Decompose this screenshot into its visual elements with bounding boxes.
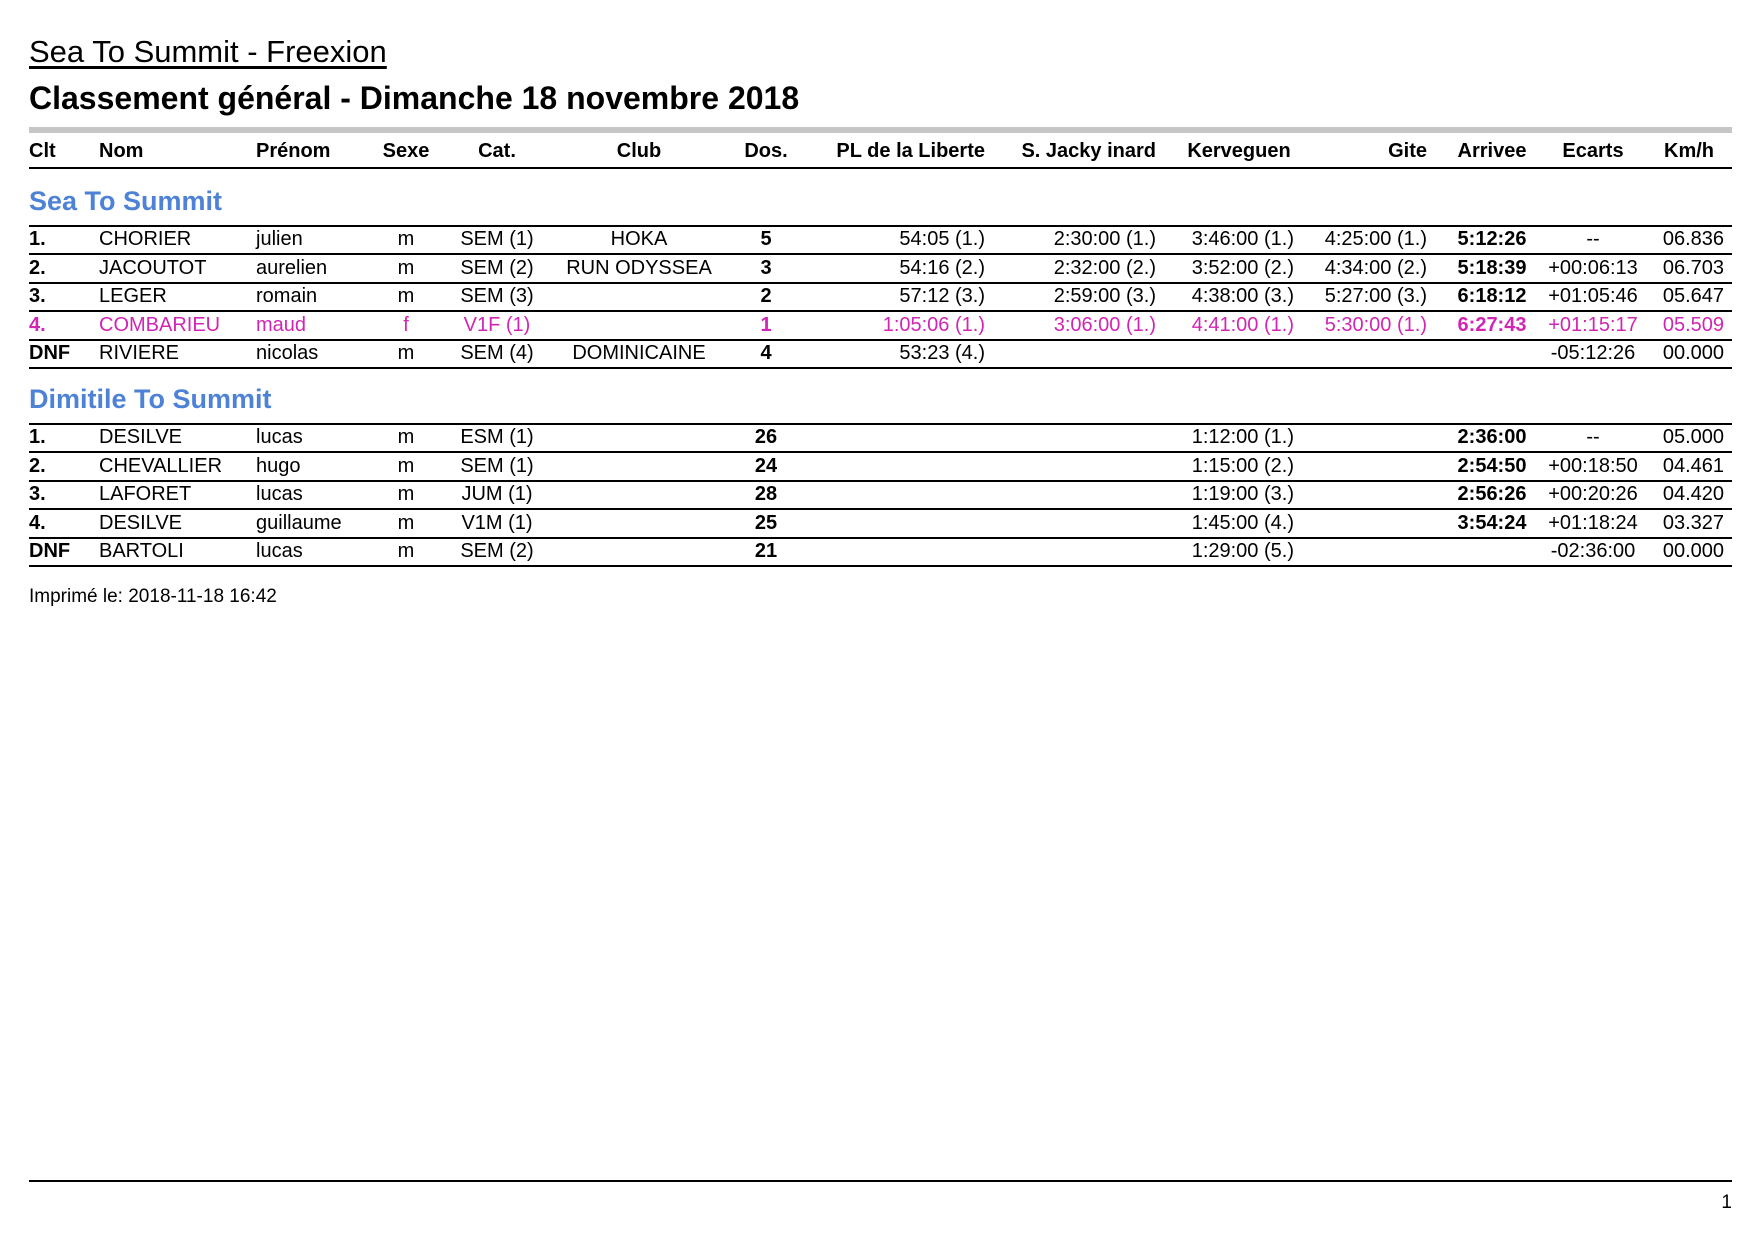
cell-prenom: hugo xyxy=(256,454,301,477)
row-separator xyxy=(29,508,1732,510)
cell-sexe: m xyxy=(397,454,415,477)
cell-club: HOKA xyxy=(610,228,668,250)
cell-clt: DNF xyxy=(29,540,71,562)
cell-dos: 25 xyxy=(754,511,778,534)
header-nom: Nom xyxy=(99,140,144,162)
cell-sexe: m xyxy=(397,228,415,250)
cell-nom: CHEVALLIER xyxy=(99,454,223,477)
cell-kmh: 04.420 xyxy=(1662,483,1724,505)
cell-nom: BARTOLI xyxy=(99,540,184,562)
cell-kmh: 04.461 xyxy=(1662,454,1724,477)
row-separator xyxy=(29,451,1732,453)
table-row xyxy=(0,257,1753,285)
column-header-row xyxy=(0,140,1753,168)
header-cat: Cat. xyxy=(478,140,516,162)
cell-dos: 1 xyxy=(760,313,772,336)
cell-dos: 4 xyxy=(760,342,772,364)
cell-ecarts: -02:36:00 xyxy=(1550,540,1636,562)
header-kerveguen: Kerveguen xyxy=(1187,140,1291,162)
cell-cat: SEM (1) xyxy=(460,228,534,250)
header-gite: Gite xyxy=(1388,140,1427,162)
row-separator xyxy=(29,310,1732,312)
row-separator xyxy=(29,282,1732,284)
cell-ecarts: +00:06:13 xyxy=(1548,256,1638,279)
cell-gite: 4:25:00 (1.) xyxy=(1324,228,1427,250)
cell-cat: SEM (3) xyxy=(460,285,534,307)
cell-nom: CHORIER xyxy=(99,228,192,250)
cell-dos: 2 xyxy=(760,285,772,307)
cell-prenom: lucas xyxy=(256,483,303,505)
cell-cat: JUM (1) xyxy=(461,483,533,505)
cell-prenom: guillaume xyxy=(256,511,342,534)
table-row xyxy=(0,540,1753,568)
cell-kerv: 3:52:00 (2.) xyxy=(1191,256,1294,279)
cell-dos: 24 xyxy=(754,454,778,477)
cell-sj: 2:59:00 (3.) xyxy=(1053,285,1156,307)
section-top-rule xyxy=(29,423,1732,425)
cell-clt: 1. xyxy=(29,228,46,250)
cell-clt: 1. xyxy=(29,426,46,448)
cell-prenom: romain xyxy=(256,285,318,307)
cell-nom: LEGER xyxy=(99,285,167,307)
cell-kerv: 1:45:00 (4.) xyxy=(1191,511,1294,534)
cell-dos: 26 xyxy=(754,426,778,448)
cell-pl: 54:05 (1.) xyxy=(899,228,985,250)
cell-prenom: lucas xyxy=(256,540,303,562)
cell-pl: 57:12 (3.) xyxy=(899,285,985,307)
document-subtitle: Classement général - Dimanche 18 novembre 2018 xyxy=(29,80,800,116)
cell-sexe: m xyxy=(397,256,415,279)
cell-sexe: m xyxy=(397,285,415,307)
header-kmh: Km/h xyxy=(1664,140,1714,162)
section-title: Dimitile To Summit xyxy=(29,384,272,414)
header-prenom: Prénom xyxy=(256,140,331,162)
cell-nom: DESILVE xyxy=(99,511,182,534)
cell-kerv: 1:29:00 (5.) xyxy=(1191,540,1294,562)
cell-kmh: 00.000 xyxy=(1662,540,1724,562)
cell-clt: 4. xyxy=(29,313,46,336)
cell-pl: 53:23 (4.) xyxy=(899,342,985,364)
cell-sexe: m xyxy=(397,483,415,505)
table-row xyxy=(0,314,1753,342)
cell-kmh: 06.703 xyxy=(1662,256,1724,279)
row-separator xyxy=(29,367,1732,369)
cell-kerv: 4:41:00 (1.) xyxy=(1191,313,1294,336)
header-arrivee: Arrivee xyxy=(1457,140,1527,162)
cell-gite: 4:34:00 (2.) xyxy=(1324,256,1427,279)
cell-cat: SEM (4) xyxy=(460,342,534,364)
cell-arrivee: 5:18:39 xyxy=(1457,256,1527,279)
table-row xyxy=(0,285,1753,313)
cell-kmh: 05.509 xyxy=(1662,313,1724,336)
cell-cat: SEM (2) xyxy=(460,540,534,562)
cell-arrivee: 5:12:26 xyxy=(1457,228,1527,250)
table-row xyxy=(0,228,1753,256)
section-top-rule xyxy=(29,225,1732,227)
row-separator xyxy=(29,565,1732,567)
cell-clt: 3. xyxy=(29,483,46,505)
cell-kerv: 4:38:00 (3.) xyxy=(1191,285,1294,307)
cell-sj: 3:06:00 (1.) xyxy=(1053,313,1156,336)
cell-arrivee: 3:54:24 xyxy=(1457,511,1527,534)
cell-cat: SEM (1) xyxy=(460,454,534,477)
header-dos: Dos. xyxy=(744,140,788,162)
cell-arrivee: 2:36:00 xyxy=(1457,426,1527,448)
cell-cat: ESM (1) xyxy=(460,426,534,448)
cell-dos: 5 xyxy=(760,228,772,250)
cell-clt: 2. xyxy=(29,454,46,477)
table-row xyxy=(0,455,1753,483)
cell-gite: 5:30:00 (1.) xyxy=(1324,313,1427,336)
cell-clt: 4. xyxy=(29,511,46,534)
cell-kerv: 1:12:00 (1.) xyxy=(1191,426,1294,448)
cell-cat: SEM (2) xyxy=(460,256,534,279)
cell-clt: DNF xyxy=(29,342,71,364)
cell-gite: 5:27:00 (3.) xyxy=(1324,285,1427,307)
section-title: Sea To Summit xyxy=(29,186,223,216)
header-underline xyxy=(29,167,1732,169)
header-sexe: Sexe xyxy=(382,140,430,162)
cell-sexe: m xyxy=(397,426,415,448)
cell-prenom: lucas xyxy=(256,426,303,448)
cell-kmh: 05.000 xyxy=(1662,426,1724,448)
cell-ecarts: +00:20:26 xyxy=(1548,483,1638,505)
cell-club: DOMINICAINE xyxy=(572,342,706,364)
cell-nom: COMBARIEU xyxy=(99,313,221,336)
table-row xyxy=(0,342,1753,370)
cell-arrivee: 2:54:50 xyxy=(1457,454,1527,477)
table-row xyxy=(0,512,1753,540)
cell-sexe: m xyxy=(397,511,415,534)
cell-ecarts: -05:12:26 xyxy=(1550,342,1636,364)
cell-pl: 54:16 (2.) xyxy=(899,256,985,279)
table-row xyxy=(0,483,1753,511)
row-separator xyxy=(29,537,1732,539)
cell-kmh: 00.000 xyxy=(1662,342,1724,364)
printed-date: Imprimé le: 2018-11-18 16:42 xyxy=(29,586,277,607)
header-separator xyxy=(29,127,1732,133)
cell-pl: 1:05:06 (1.) xyxy=(882,313,985,336)
cell-nom: DESILVE xyxy=(99,426,182,448)
cell-ecarts: +01:05:46 xyxy=(1548,285,1638,307)
page-number: 1 xyxy=(1721,1192,1732,1213)
cell-arrivee: 6:18:12 xyxy=(1457,285,1527,307)
cell-kmh: 06.836 xyxy=(1662,228,1724,250)
cell-kmh: 05.647 xyxy=(1662,285,1724,307)
cell-dos: 28 xyxy=(754,483,778,505)
cell-cat: V1F (1) xyxy=(463,313,531,336)
cell-sexe: m xyxy=(397,540,415,562)
header-clt: Clt xyxy=(29,140,56,162)
cell-nom: LAFORET xyxy=(99,483,192,505)
cell-arrivee: 6:27:43 xyxy=(1457,313,1527,336)
cell-kmh: 03.327 xyxy=(1662,511,1724,534)
cell-kerv: 3:46:00 (1.) xyxy=(1191,228,1294,250)
cell-club: RUN ODYSSEA xyxy=(566,256,712,279)
cell-arrivee: 2:56:26 xyxy=(1457,483,1527,505)
cell-ecarts: -- xyxy=(1586,426,1600,448)
row-separator xyxy=(29,253,1732,255)
cell-clt: 3. xyxy=(29,285,46,307)
row-separator xyxy=(29,480,1732,482)
header-ecarts: Ecarts xyxy=(1562,140,1624,162)
cell-sj: 2:30:00 (1.) xyxy=(1053,228,1156,250)
cell-sexe: m xyxy=(397,342,415,364)
header-jacky-inard: S. Jacky inard xyxy=(1021,140,1156,162)
cell-prenom: maud xyxy=(256,313,307,336)
cell-dos: 3 xyxy=(760,256,772,279)
cell-kerv: 1:19:00 (3.) xyxy=(1191,483,1294,505)
cell-ecarts: +01:15:17 xyxy=(1548,313,1638,336)
cell-nom: JACOUTOT xyxy=(99,256,207,279)
cell-ecarts: -- xyxy=(1586,228,1600,250)
cell-cat: V1M (1) xyxy=(461,511,533,534)
cell-prenom: nicolas xyxy=(256,342,319,364)
cell-nom: RIVIERE xyxy=(99,342,180,364)
document-title: Sea To Summit - Freexion xyxy=(29,34,387,69)
row-separator xyxy=(29,339,1732,341)
cell-clt: 2. xyxy=(29,256,46,279)
cell-sj: 2:32:00 (2.) xyxy=(1053,256,1156,279)
cell-ecarts: +00:18:50 xyxy=(1548,454,1638,477)
cell-sexe: f xyxy=(403,313,409,336)
header-club: Club xyxy=(616,140,662,162)
footer-separator xyxy=(29,1180,1732,1182)
cell-prenom: julien xyxy=(256,228,303,250)
cell-ecarts: +01:18:24 xyxy=(1548,511,1638,534)
header-pl-liberte: PL de la Liberte xyxy=(836,140,985,162)
cell-dos: 21 xyxy=(754,540,778,562)
table-row xyxy=(0,426,1753,454)
cell-kerv: 1:15:00 (2.) xyxy=(1191,454,1294,477)
cell-prenom: aurelien xyxy=(256,256,328,279)
